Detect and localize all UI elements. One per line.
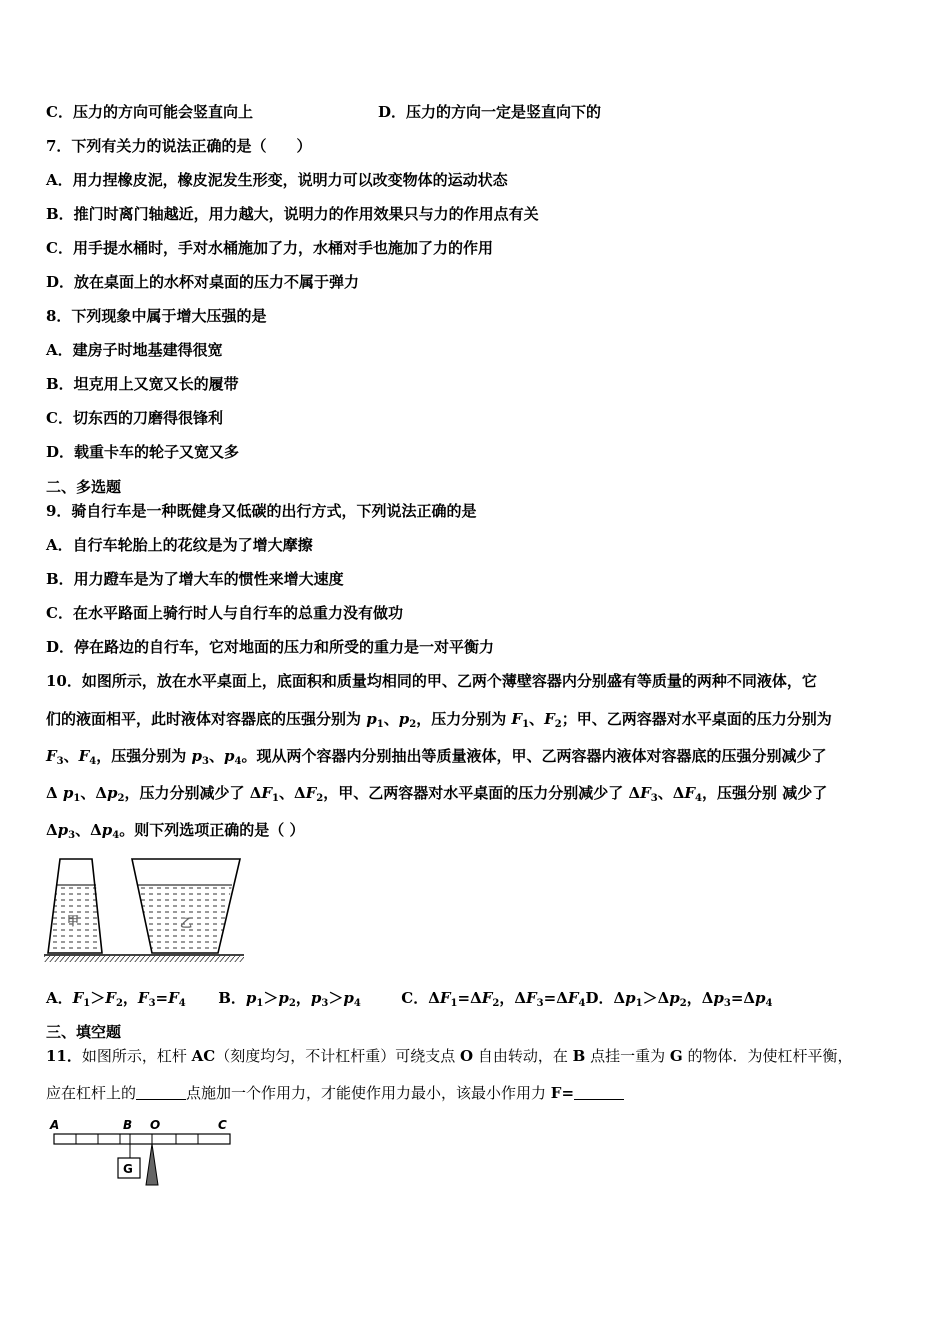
- lever-bar: [54, 1134, 230, 1144]
- q10-stem-line-2: 们的液面相平，此时液体对容器底的压强分别为 $p_1$、$p_2$，压力分别为 $F_1$、$F_2$；甲、乙两容器对水平桌面的压力分别为: [46, 710, 832, 730]
- q9-option-a: A．自行车轮胎上的花纹是为了增大摩擦: [46, 536, 313, 554]
- q10-option-d: D．$\Delta p_1>\Delta p_2$，$\Delta p_3=\Delta p_4$: [585, 989, 773, 1009]
- q10-stem-line-4: Δ $p_1$、$\Delta p_2$，压力分别减少了 $\Delta F_1$、$\Delta F_2$，甲、乙两容器对水平桌面的压力分别减少了 $\Delta F_3$、$\Delta F_4$，压强分别 减少了: [46, 784, 828, 804]
- q7-option-d: D．放在桌面上的水杯对桌面的压力不属于弹力: [46, 273, 360, 291]
- q6-option-c: C．压力的方向可能会竖直向上: [46, 103, 253, 121]
- q10-options: [46, 988, 773, 1014]
- q8-option-b: B．坦克用上又宽又长的履带: [46, 375, 239, 393]
- fulcrum-icon: [146, 1144, 158, 1185]
- q11-stem-line-1: 11．如图所示，杠杆 AC（刻度均匀，不计杠杆重）可绕支点 O 自由转动，在 B 点挂一重为 G 的物体．为使杠杆平衡，: [46, 1047, 853, 1065]
- table-hatching: [44, 956, 244, 962]
- q9-option-c: C．在水平路面上骑行时人与自行车的总重力没有做功: [46, 604, 403, 622]
- label-yi: 乙: [180, 916, 193, 930]
- q8-option-a: A．建房子时地基建得很宽: [46, 341, 223, 359]
- lever-label-o: O: [150, 1118, 161, 1132]
- lever-label-c: C: [218, 1118, 227, 1132]
- q10-option-a: A．$F_1>F_2$，$F_3=F_4$: [46, 989, 186, 1009]
- container-jia: [48, 859, 102, 953]
- q7-option-a: A．用力捏橡皮泥，橡皮泥发生形变，说明力可以改变物体的运动状态: [46, 171, 508, 189]
- section-multiple-choice-title: 二、多选题: [46, 478, 122, 496]
- container-yi: [132, 859, 240, 953]
- q8-option-d: D．载重卡车的轮子又宽又多: [46, 443, 240, 461]
- q10-option-b: B．$p_1>p_2$，$p_3>p_4$: [218, 989, 361, 1009]
- q10-containers-figure: [44, 855, 254, 970]
- label-jia: 甲: [67, 914, 80, 928]
- q10-stem-line-1: 10．如图所示，放在水平桌面上，底面积和质量均相同的甲、乙两个薄壁容器内分别盛有等质量的两种不同液体，它: [46, 672, 817, 690]
- lever-label-b: B: [123, 1118, 133, 1132]
- q8-option-c: C．切东西的刀磨得很锋利: [46, 409, 223, 427]
- q9-option-d: D．停在路边的自行车，它对地面的压力和所受的重力是一对平衡力: [46, 638, 495, 656]
- section-fill-in-title: 三、填空题: [46, 1023, 122, 1041]
- q11-lever-figure: [46, 1115, 246, 1190]
- q11-blank-force[interactable]: [574, 1085, 624, 1100]
- weight-label-g: G: [123, 1162, 133, 1176]
- q7-option-b: B．推门时离门轴越近，用力越大，说明力的作用效果只与力的作用点有关: [46, 205, 539, 223]
- q10-stem-line-5: $\Delta p_3$、$\Delta p_4$。则下列选项正确的是（ ）: [46, 821, 305, 841]
- q11-stem-line-2: 应在杠杆上的 点施加一个作用力，才能使作用力最小，该最小作用力 F=: [46, 1083, 624, 1103]
- q7-option-c: C．用手提水桶时，手对水桶施加了力，水桶对手也施加了力的作用: [46, 239, 493, 257]
- q7-stem: 7．下列有关力的说法正确的是（ ）: [46, 137, 312, 155]
- q8-stem: 8．下列现象中属于增大压强的是: [46, 307, 267, 325]
- q10-stem-line-3: $F_3$、$F_4$，压强分别为 $p_3$、$p_4$。现从两个容器内分别抽出等质量液体，甲、乙两容器内液体对容器底的压强分别减少了: [46, 747, 827, 767]
- q9-stem: 9．骑自行车是一种既健身又低碳的出行方式，下列说法正确的是: [46, 502, 477, 520]
- lever-label-a: A: [50, 1118, 60, 1132]
- q9-option-b: B．用力蹬车是为了增大车的惯性来增大速度: [46, 570, 344, 588]
- q10-option-c: C．$\Delta F_1=\Delta F_2$，$\Delta F_3=\Delta F_4$: [401, 989, 586, 1009]
- q11-blank-point[interactable]: [136, 1085, 186, 1100]
- q6-option-d: D．压力的方向一定是竖直向下的: [378, 103, 602, 121]
